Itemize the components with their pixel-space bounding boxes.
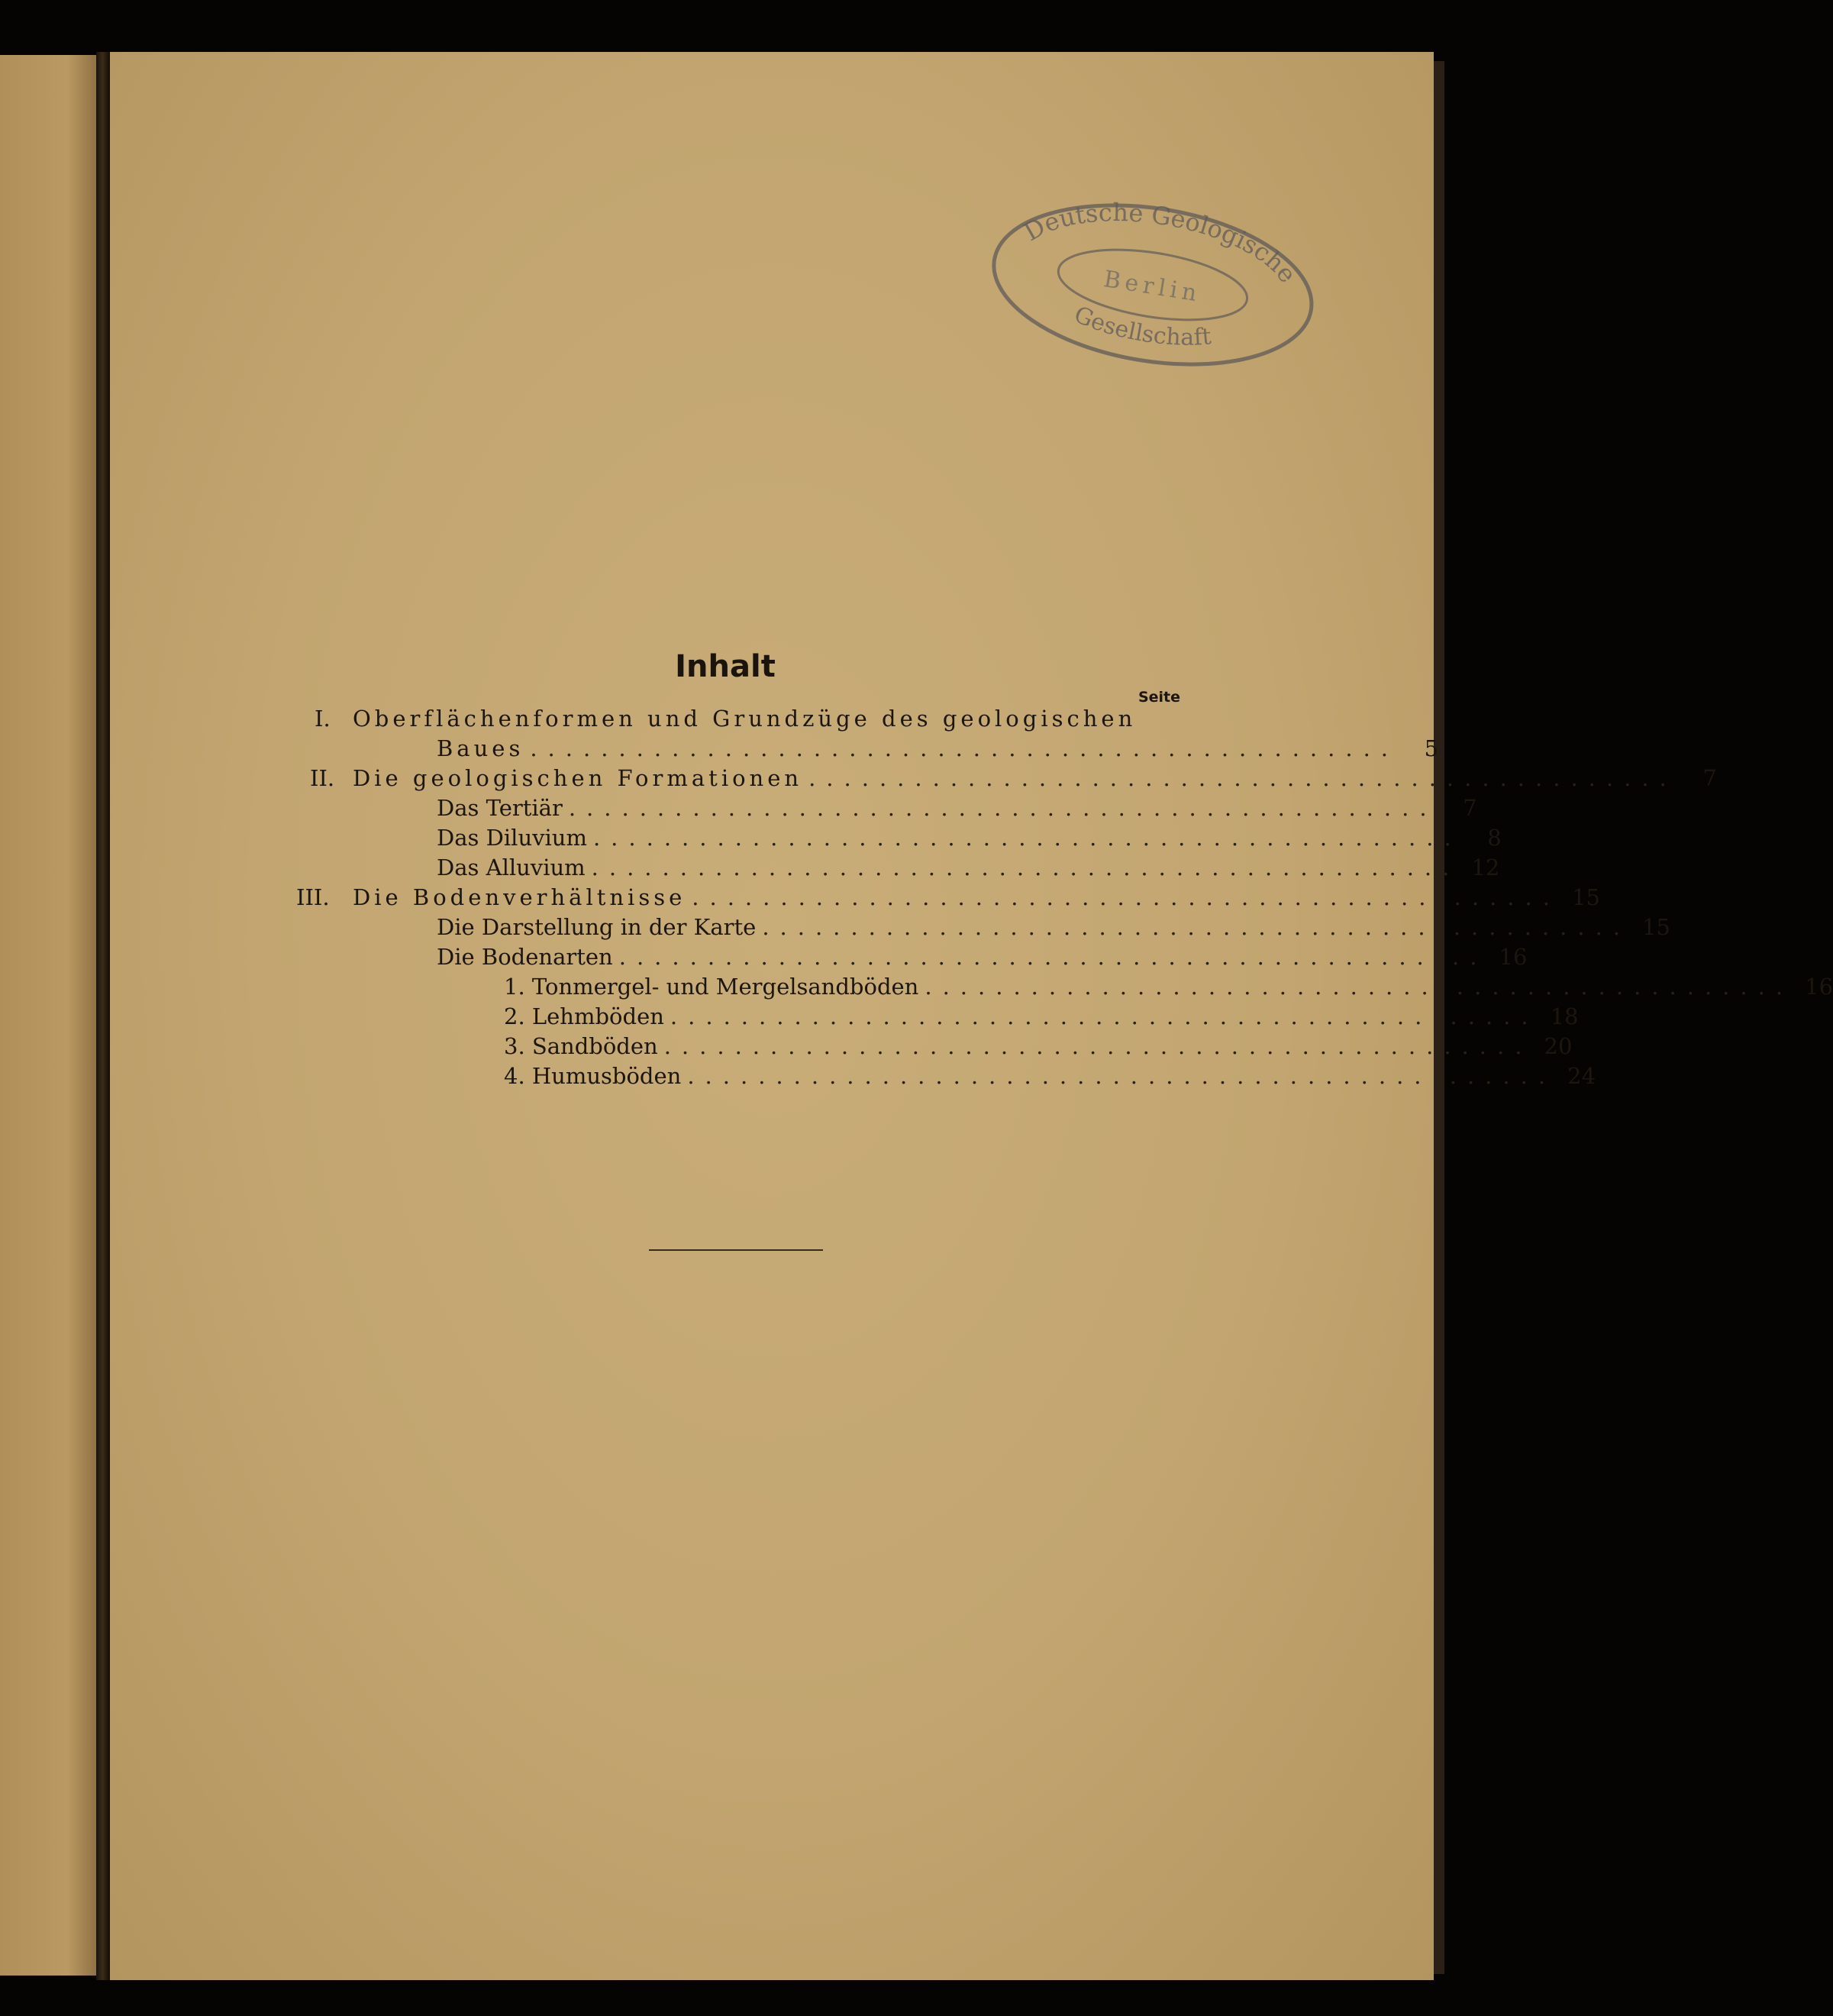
section-title: Die Bodenverhältnisse — [353, 884, 686, 910]
dot-leader: ................................................. — [762, 914, 1631, 940]
dot-leader: ................................................. — [530, 735, 1399, 761]
subsection-title: Die Bodenarten — [437, 944, 613, 970]
subsubsection-title: 2. Lehmböden — [504, 1003, 664, 1029]
toc-entry — [504, 1032, 1573, 1061]
toc-entry — [437, 942, 1528, 971]
section-number: I. — [315, 706, 331, 732]
page-number: 16 — [1499, 944, 1528, 970]
toc-entry — [504, 972, 1833, 1001]
page-column-label: Seite — [1138, 689, 1180, 706]
dot-leader: ................................................. — [568, 795, 1438, 821]
toc-entry — [437, 793, 1477, 822]
stamp-top-text: Deutsche Geologische — [1018, 197, 1302, 289]
toc-entry — [504, 1061, 1596, 1090]
page-number: 12 — [1471, 855, 1500, 880]
dot-leader: ................................................. — [663, 1033, 1533, 1059]
page-number: 15 — [1572, 884, 1600, 910]
subsubsection-title: 1. Tonmergel- und Mergelsandböden — [504, 974, 919, 1000]
dot-leader: ................................................. — [592, 825, 1462, 851]
toc-entry — [296, 883, 1600, 912]
stamp-bottom-text: Gesellschaft — [1070, 301, 1212, 351]
section-title: Die geologischen Formationen — [353, 765, 803, 791]
dot-leader: ................................................. — [687, 1063, 1557, 1089]
section-title: Oberflächenformen und Grundzüge des geologischen — [353, 706, 1137, 732]
end-rule — [649, 1249, 823, 1251]
section-number: II. — [310, 765, 335, 791]
toc-entry — [315, 704, 1182, 733]
stamp-city-text: Berlin — [1102, 266, 1203, 308]
subsection-title: Das Diluvium — [437, 825, 587, 851]
dot-leader: ................................................. — [591, 855, 1460, 880]
dot-leader: ................................................. — [670, 1003, 1539, 1029]
toc-entry — [437, 853, 1500, 882]
section-title-continued: Baues — [437, 735, 524, 761]
dot-leader: ................................................. — [618, 944, 1488, 970]
page-number: 7 — [1702, 765, 1717, 791]
page-number: 24 — [1567, 1063, 1596, 1089]
toc-entry — [310, 764, 1717, 793]
subsection-title: Das Tertiär — [437, 795, 563, 821]
toc-entry — [437, 823, 1502, 852]
toc-entry — [437, 734, 1439, 763]
section-number: III. — [296, 884, 330, 910]
dot-leader: ................................................. — [925, 974, 1794, 1000]
page-number: 20 — [1544, 1033, 1573, 1059]
subsection-title: Die Darstellung in der Karte — [437, 914, 757, 940]
dot-leader: ................................................. — [692, 884, 1560, 910]
subsubsection-title: 4. Humusböden — [504, 1063, 682, 1089]
page-number: 16 — [1805, 974, 1833, 1000]
page-number: 8 — [1487, 825, 1502, 851]
toc-entry — [437, 913, 1671, 942]
dot-leader: ................................................. — [808, 765, 1677, 791]
toc-title: Inhalt — [675, 649, 776, 684]
page-number: 5 — [1424, 735, 1439, 761]
subsection-title: Das Alluvium — [437, 855, 586, 880]
page-number: 15 — [1642, 914, 1671, 940]
page-number: 7 — [1463, 795, 1477, 821]
toc-entry — [504, 1002, 1579, 1031]
subsubsection-title: 3. Sandböden — [504, 1033, 658, 1059]
page-number: 18 — [1550, 1003, 1579, 1029]
